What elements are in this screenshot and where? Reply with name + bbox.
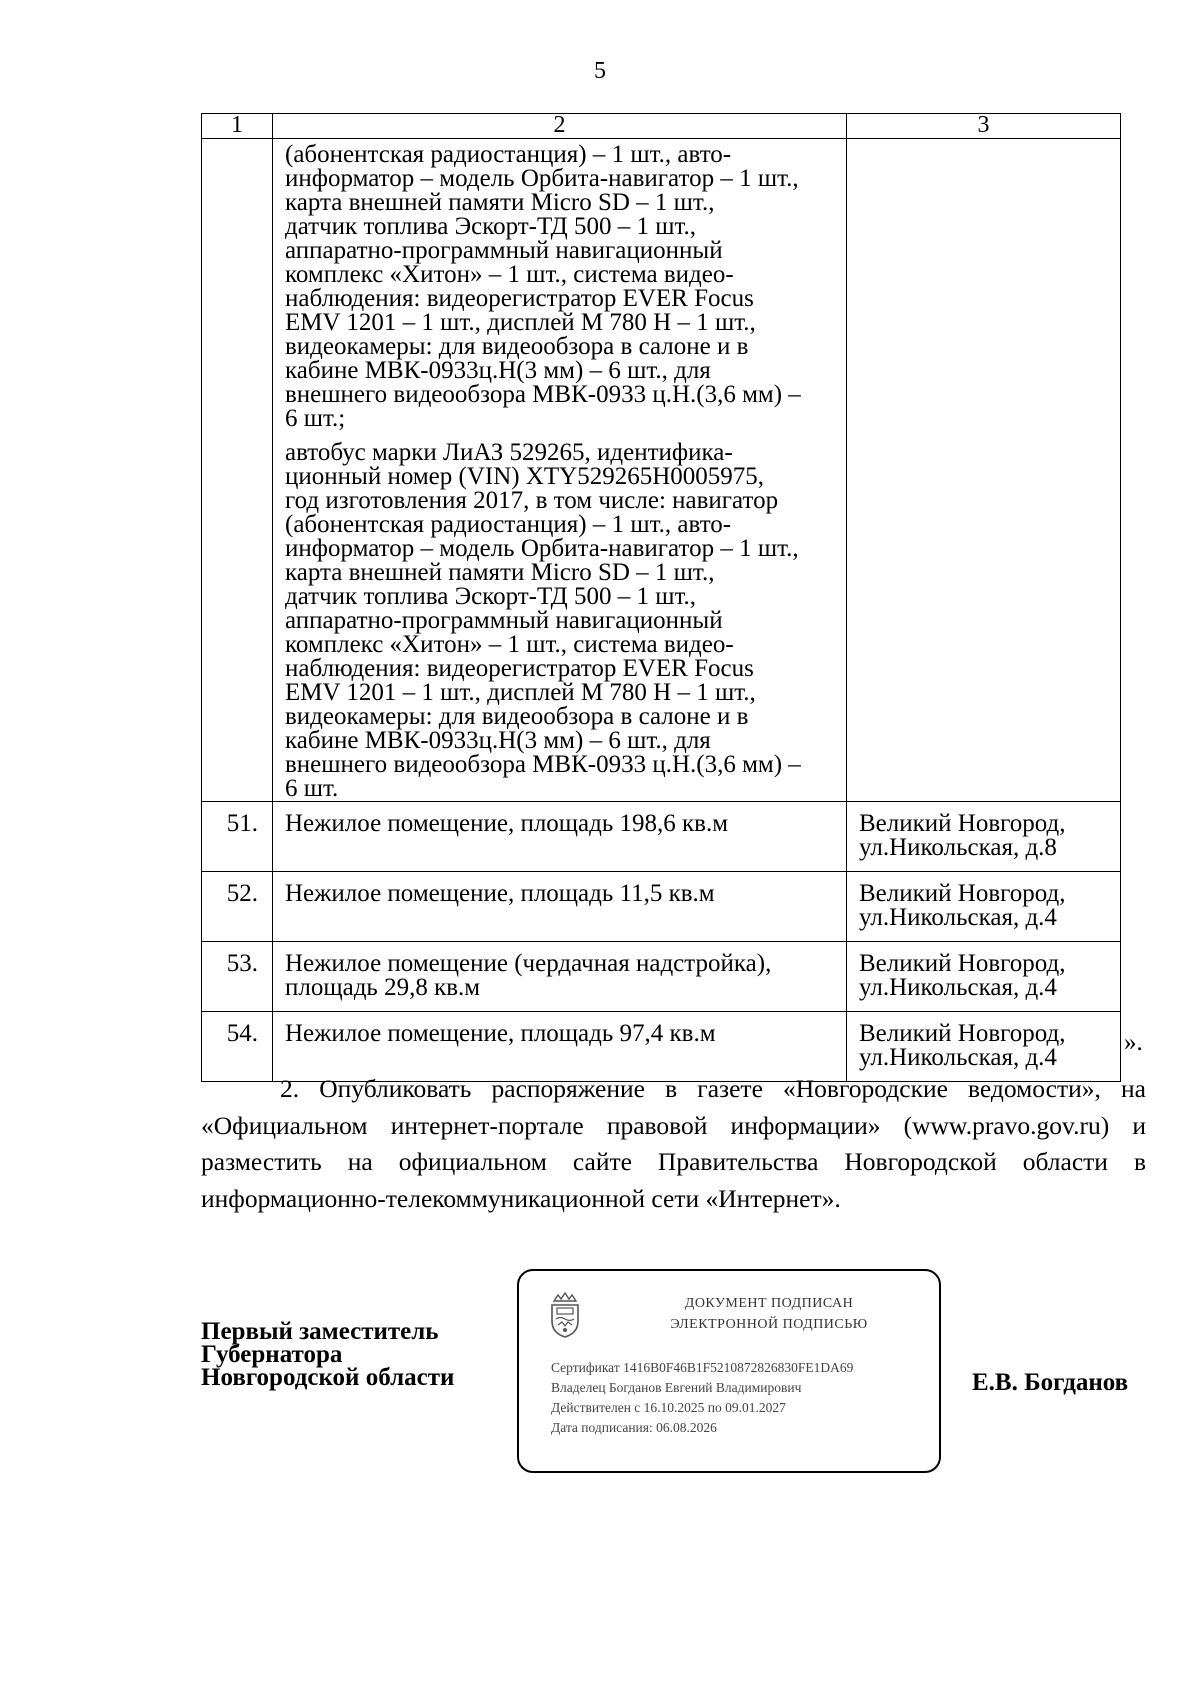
column-header: 1: [202, 114, 273, 139]
row-number: 54.: [202, 1012, 273, 1082]
paragraph-2: 2. Опубликовать распоряжение в газете «Новгородские ведомости», на «Официальном интернет-портале правовой информации» (www.pravo.gov.ru) и разместить на официальном сайте Правительства Новгородской области в информационно-телекоммуникационной сети «Интернет».: [201, 1074, 1146, 1213]
row-address: Великий Новгород, ул.Никольская, д.8: [847, 802, 1121, 872]
novgorod-coat-of-arms-icon: [547, 1291, 583, 1339]
property-table: [201, 113, 1121, 1082]
stamp-validity: Действителен с 16.10.2025 по 09.01.2027: [551, 1400, 786, 1415]
electronic-signature-stamp: [517, 1269, 941, 1473]
continuation-cell: [273, 139, 847, 802]
empty-address-cell: [847, 139, 1121, 802]
stamp-title-line: ДОКУМЕНТ ПОДПИСАН: [684, 1296, 854, 1311]
row-name: Нежилое помещение (чердачная надстройка), площадь 29,8 кв.м: [273, 942, 847, 1012]
stamp-details: [551, 1358, 853, 1438]
equipment-paragraph: автобус марки ЛиАЗ 529265, идентифика- ционный номер (VIN) XTY529265H0005975, год изготовления 2017, в том числе: навигатор (абонентская радиостанция) – 1 шт., авто- информатор – модель Орбита-навигатор – 1 шт., карта внешней памяти Micro SD – 1 шт., датчик топлива Эскорт-ТД 500 – 1 шт., аппаратно-программный навигационный комплекс «Хитон» – 1 шт., система видео- наблюдения: видеорегистратор EVER Focus EMV 1201 – 1 шт., дисплей M 780 H – 1 шт., видеокамеры: для видеообзора в салоне и в кабине МВК-0933ц.Н(3 мм) – 6 шт., для внешнего видеообзора МВК-0933 ц.Н.(3,6 мм) – 6 шт.: [285, 439, 801, 802]
row-number: 53.: [202, 942, 273, 1012]
row-name: Нежилое помещение, площадь 11,5 кв.м: [273, 872, 847, 942]
table-row: [202, 942, 1121, 1012]
row-address: Великий Новгород, ул.Никольская, д.4: [847, 942, 1121, 1012]
stamp-title-line: ЭЛЕКТРОННОЙ ПОДПИСЬЮ: [670, 1317, 868, 1332]
stamp-owner: Владелец Богданов Евгений Владимирович: [551, 1380, 802, 1395]
row-number: 52.: [202, 872, 273, 942]
row-name: Нежилое помещение, площадь 198,6 кв.м: [273, 802, 847, 872]
column-header: 3: [847, 114, 1121, 139]
row-name: Нежилое помещение, площадь 97,4 кв.м: [273, 1012, 847, 1082]
table-row-continuation: [202, 139, 1121, 802]
signer-name: Е.В. Богданов: [972, 1369, 1129, 1396]
row-address: Великий Новгород, ул.Никольская, д.4: [847, 872, 1121, 942]
stamp-title: [619, 1293, 919, 1335]
row-number: 51.: [202, 802, 273, 872]
row-address: Великий Новгород, ул.Никольская, д.4: [847, 1012, 1121, 1082]
stamp-signed-date: Дата подписания: 06.08.2026: [551, 1420, 717, 1435]
table-row: [202, 802, 1121, 872]
signer-position: Первый заместитель Губернатора Новгородской области: [201, 1318, 455, 1391]
stamp-certificate: Сертификат 1416B0F46B1F5210872826830FE1DA69: [551, 1360, 854, 1375]
table-row: [202, 872, 1121, 942]
closing-quote: ».: [1124, 1029, 1143, 1056]
column-header: 2: [273, 114, 847, 139]
table-header-row: [202, 114, 1121, 139]
empty-number-cell: [202, 139, 273, 802]
page-number: 5: [594, 58, 606, 84]
equipment-paragraph: (абонентская радиостанция) – 1 шт., авто- информатор – модель Орбита-навигатор – 1 шт., карта внешней памяти Micro SD – 1 шт., датчик топлива Эскорт-ТД 500 – 1 шт., аппаратно-программный навигационный комплекс «Хитон» – 1 шт., система видео- наблюдения: видеорегистратор EVER Focus EMV 1201 – 1 шт., дисплей M 780 H – 1 шт., видеокамеры: для видеообзора в салоне и в кабине МВК-0933ц.Н(3 мм) – 6 шт., для внешнего видеообзора МВК-0933 ц.Н.(3,6 мм) – 6 шт.;: [285, 141, 801, 432]
